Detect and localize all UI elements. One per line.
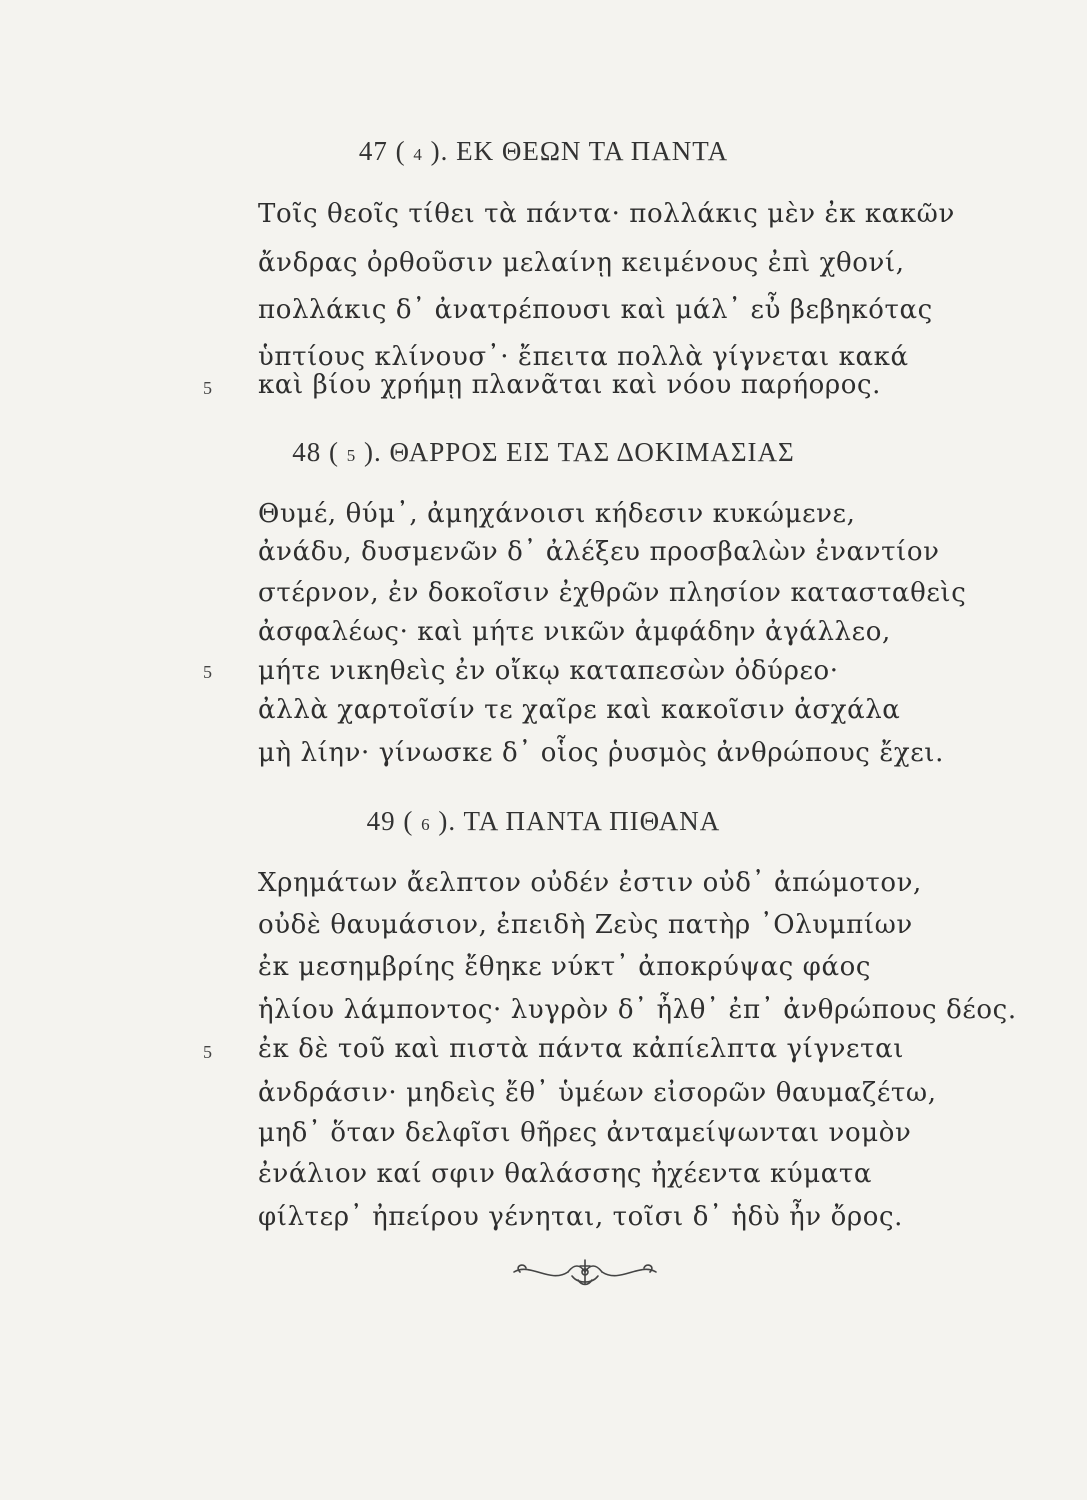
- heading-subnumber: 5: [346, 446, 357, 465]
- section-heading: 48 ( 5 ). ΘΑΡΡΟΣ ΕΙΣ ΤΑΣ ΔΟΚΙΜΑΣΙΑΣ: [292, 437, 795, 467]
- section-heading: 47 ( 4 ). ΕΚ ΘΕΩΝ ΤΑ ΠΑΝΤΑ: [358, 136, 729, 166]
- verse-line: ἡλίου λάμποντος· λυγρὸν δ᾽ ἦλθ᾽ ἐπ᾽ ἀνθρώπους δέος.: [258, 995, 1017, 1025]
- verse-line: μήτε νικηθεὶς ἐν οἴκῳ καταπεσὼν ὀδύρεο·: [258, 656, 839, 686]
- line-number: 5: [203, 1042, 212, 1062]
- section-heading: 49 ( 6 ). ΤΑ ΠΑΝΤΑ ΠΙΘΑΝΑ: [366, 806, 721, 836]
- heading-title: ΕΚ ΘΕΩΝ ΤΑ ΠΑΝΤΑ: [456, 136, 729, 166]
- line-number: 5: [203, 662, 212, 682]
- verse-line: στέρνον, ἐν δοκοῖσιν ἐχθρῶν πλησίον κατασταθεὶς: [258, 578, 967, 608]
- verse-line: μηδ᾽ ὅταν δελφῖσι θῆρες ἀνταμείψωνται νομὸν: [258, 1118, 912, 1148]
- line-number: 5: [203, 378, 212, 398]
- verse-line: Χρημάτων ἄελπτον οὐδέν ἐστιν οὐδ᾽ ἀπώμοτον,: [258, 868, 922, 898]
- heading-subnumber: 6: [421, 815, 431, 834]
- heading-title: ΤΑ ΠΑΝΤΑ ΠΙΘΑΝΑ: [463, 806, 721, 836]
- verse-line: καὶ βίου χρήμῃ πλανᾶται καὶ νόου παρήορος.: [258, 370, 882, 400]
- verse-line: πολλάκις δ᾽ ἀνατρέπουσι καὶ μάλ᾽ εὖ βεβηκότας: [258, 295, 933, 325]
- verse-line: ἀνδράσιν· μηδεὶς ἔθ᾽ ὑμέων εἰσορῶν θαυμαζέτω,: [258, 1078, 937, 1108]
- verse-line: ἀλλὰ χαρτοῖσίν τε χαῖρε καὶ κακοῖσιν ἀσχάλα: [258, 695, 901, 725]
- verse-line: ἐκ μεσημβρίης ἔθηκε νύκτ᾽ ἀποκρύψας φάος: [258, 952, 872, 982]
- heading-number: 47: [358, 136, 388, 166]
- verse-line: οὐδὲ θαυμάσιον, ἐπειδὴ Ζεὺς πατὴρ ᾽Ολυμπίων: [258, 910, 913, 940]
- heading-title: ΘΑΡΡΟΣ ΕΙΣ ΤΑΣ ΔΟΚΙΜΑΣΙΑΣ: [389, 437, 795, 467]
- verse-line: ἐνάλιον καί σφιν θαλάσσης ἠχέεντα κύματα: [258, 1159, 873, 1189]
- verse-line: ἀσφαλέως· καὶ μήτε νικῶν ἀμφάδην ἀγάλλεο,: [258, 617, 891, 647]
- verse-line: ἄνδρας ὀρθοῦσιν μελαίνῃ κειμένους ἐπὶ χθονί,: [258, 248, 905, 278]
- verse-line: μὴ λίην· γίνωσκε δ᾽ οἷος ῥυσμὸς ἀνθρώπους ἔχει.: [258, 738, 944, 768]
- heading-subnumber: 4: [413, 145, 423, 164]
- ornament-icon: [510, 1252, 660, 1292]
- heading-number: 49: [366, 806, 396, 836]
- verse-line: φίλτερ᾽ ἠπείρου γένηται, τοῖσι δ᾽ ἡδὺ ἦν ὄρος.: [258, 1202, 903, 1232]
- verse-line: ἀνάδυ, δυσμενῶν δ᾽ ἀλέξευ προσβαλὼν ἐναντίον: [258, 537, 940, 567]
- verse-line: ἐκ δὲ τοῦ καὶ πιστὰ πάντα κἀπίελπτα γίγνεται: [258, 1034, 905, 1064]
- heading-number: 48: [292, 437, 322, 467]
- verse-line: Τοῖς θεοῖς τίθει τὰ πάντα· πολλάκις μὲν ἐκ κακῶν: [258, 199, 955, 229]
- verse-line: Θυμέ, θύμ᾽, ἀμηχάνοισι κήδεσιν κυκώμενε,: [258, 499, 856, 529]
- verse-line: ὑπτίους κλίνουσ᾽· ἔπειτα πολλὰ γίγνεται κακά: [258, 342, 909, 372]
